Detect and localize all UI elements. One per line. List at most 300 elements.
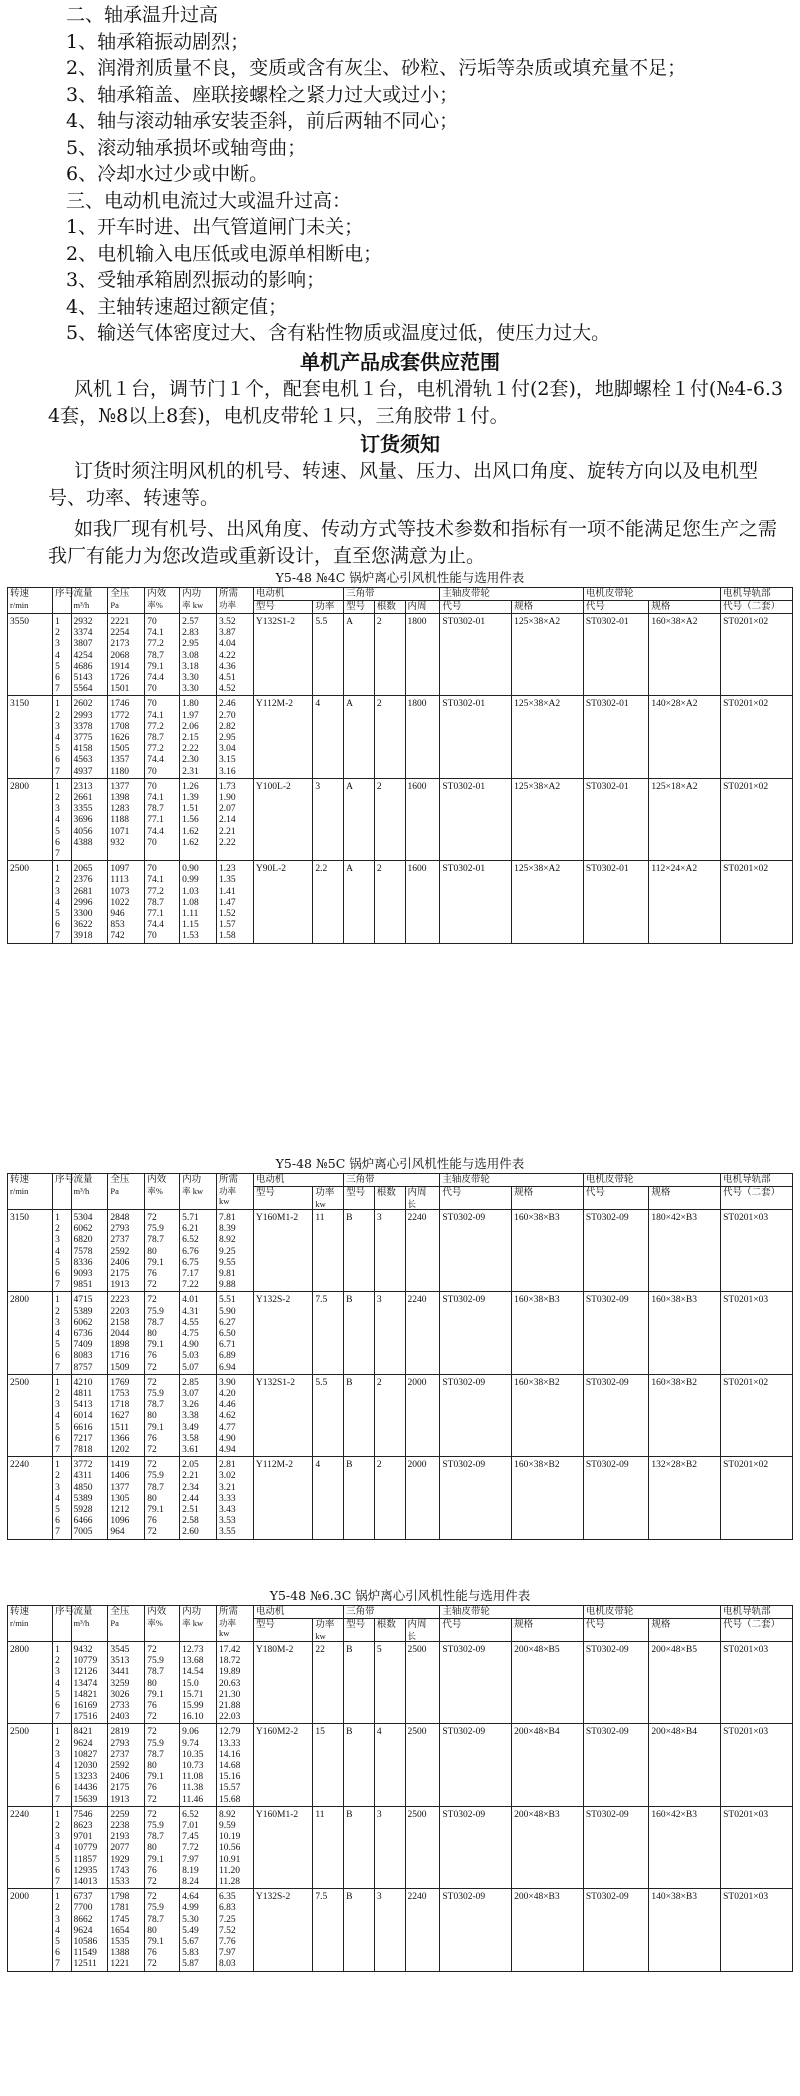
eff-value: 74.4 xyxy=(147,920,164,931)
pressure-cell xyxy=(108,1724,145,1806)
eff-value: 78.7 xyxy=(147,1317,164,1328)
eff-cell xyxy=(145,696,180,778)
seq-value: 7 xyxy=(55,684,60,695)
mp-code-cell: ST0302-09 xyxy=(583,1806,649,1888)
rpow-value: 2.22 xyxy=(219,837,236,848)
eff-value: 79.1 xyxy=(147,1505,164,1516)
rpow-value: 6.71 xyxy=(219,1340,236,1351)
belt-count-cell: 3 xyxy=(374,1889,405,1971)
flow-value: 3775 xyxy=(73,733,93,744)
seq-value: 2 xyxy=(55,793,60,804)
eff-value: 78.7 xyxy=(147,733,164,744)
rpow-value: 3.52 xyxy=(219,617,236,627)
ipow-cell xyxy=(180,1210,217,1292)
mp-code-cell: ST0302-09 xyxy=(583,1642,649,1724)
col-internal-power: 内功 率 kw xyxy=(180,1606,217,1642)
rpow-value: 3.02 xyxy=(219,1471,236,1482)
ipow-value: 5.07 xyxy=(182,1362,199,1373)
rpow-cell xyxy=(217,1642,254,1724)
belt-model-cell: A xyxy=(344,861,375,943)
col-mp-spec: 规格 xyxy=(649,1187,721,1210)
mp-code-cell: ST0302-01 xyxy=(583,778,649,860)
col-belt-length: 内周 长 xyxy=(405,1619,440,1642)
col-belt: 三角带 xyxy=(344,1606,440,1619)
pressure-value: 1798 xyxy=(110,1892,130,1903)
rpow-value: 4.20 xyxy=(219,1389,236,1400)
ipow-cell xyxy=(180,1724,217,1806)
eff-value: 77.2 xyxy=(147,639,164,650)
belt-count-cell: 3 xyxy=(374,1210,405,1292)
rpow-value: 18.72 xyxy=(219,1656,241,1667)
pressure-value: 1716 xyxy=(110,1351,130,1362)
flow-value: 3807 xyxy=(73,639,93,650)
flow-value: 9851 xyxy=(73,1280,93,1291)
mp-code-cell: ST0302-01 xyxy=(583,696,649,778)
mp-code-cell: ST0302-09 xyxy=(583,1210,649,1292)
col-main-code: 代号 xyxy=(440,601,512,614)
seq-cell xyxy=(53,1210,71,1292)
table-row xyxy=(8,614,793,696)
flow-value: 3355 xyxy=(73,804,93,815)
eff-value: 79.1 xyxy=(147,1854,164,1865)
col-mp-spec: 规格 xyxy=(649,1619,721,1642)
ipow-value: 2.34 xyxy=(182,1482,199,1493)
eff-value: 80 xyxy=(147,1761,157,1772)
speed-cell: 2500 xyxy=(8,1724,53,1806)
flow-value: 4715 xyxy=(73,1295,93,1306)
rpow-value: 3.43 xyxy=(219,1505,236,1516)
rpow-value: 3.04 xyxy=(219,744,236,755)
main-code-cell: ST0302-09 xyxy=(440,1889,512,1971)
ipow-value: 11.38 xyxy=(182,1783,204,1794)
pressure-value: 2223 xyxy=(110,1295,130,1306)
pressure-value: 1781 xyxy=(110,1903,130,1914)
ipow-cell xyxy=(180,696,217,778)
ipow-value: 2.22 xyxy=(182,744,199,755)
belt-count-cell: 2 xyxy=(374,1457,405,1539)
seq-value: 5 xyxy=(55,1937,60,1948)
pressure-value: 2077 xyxy=(110,1843,130,1854)
rpow-cell xyxy=(217,1457,254,1539)
section-2-item: 6、冷却水过少或中断。 xyxy=(66,163,269,185)
col-rail-code: 代号（二套） xyxy=(721,1619,793,1642)
flow-value: 2065 xyxy=(73,864,93,875)
rpow-cell xyxy=(217,1374,254,1456)
col-internal-power: 内功 率 kw xyxy=(180,588,217,614)
ipow-value: 2.60 xyxy=(182,1527,199,1538)
flow-value: 7700 xyxy=(73,1903,93,1914)
seq-cell xyxy=(53,1292,71,1374)
ipow-value: 2.15 xyxy=(182,733,199,744)
pressure-value: 932 xyxy=(110,837,125,848)
pressure-value: 2592 xyxy=(110,1761,130,1772)
pressure-value: 1772 xyxy=(110,710,130,721)
main-code-cell: ST0302-09 xyxy=(440,1457,512,1539)
flow-value: 4937 xyxy=(73,766,93,777)
col-flow: 流量 m³/h xyxy=(71,1174,108,1210)
pressure-value: 1654 xyxy=(110,1925,130,1936)
section-3-item: 2、电机输入电压低或电源单相断电； xyxy=(66,242,383,265)
flow-value: 15639 xyxy=(73,1794,98,1805)
rpow-value: 21.30 xyxy=(219,1689,241,1700)
seq-value: 6 xyxy=(55,1351,60,1362)
pressure-value: 1743 xyxy=(110,1865,130,1876)
pressure-value: 1745 xyxy=(110,1914,130,1925)
belt-length-cell: 2500 xyxy=(405,1806,440,1888)
seq-cell xyxy=(53,1724,71,1806)
table-header xyxy=(8,588,793,614)
main-spec-cell: 200×48×B3 xyxy=(512,1806,584,1888)
ipow-value: 5.49 xyxy=(182,1925,199,1936)
ipow-value: 0.99 xyxy=(182,875,199,886)
flow-value: 2932 xyxy=(73,617,93,627)
flow-value: 4850 xyxy=(73,1482,93,1493)
seq-value: 2 xyxy=(55,628,60,639)
rpow-value: 1.90 xyxy=(219,793,236,804)
pressure-value: 1377 xyxy=(110,781,130,792)
pressure-value: 1929 xyxy=(110,1854,130,1865)
pressure-value: 1113 xyxy=(110,875,129,886)
eff-value: 75.9 xyxy=(147,1821,164,1832)
col-motor-power: 功率 kw xyxy=(313,1619,344,1642)
seq-cell xyxy=(53,696,71,778)
rpow-value: 9.59 xyxy=(219,1821,236,1832)
pressure-value: 3441 xyxy=(110,1667,130,1678)
pressure-value: 2173 xyxy=(110,639,130,650)
main-spec-cell: 125×38×A2 xyxy=(512,614,584,696)
col-belt-length: 内周 长 xyxy=(405,1187,440,1210)
rpow-cell xyxy=(217,1724,254,1806)
col-rail-code: 代号（二套） xyxy=(721,1187,793,1210)
eff-value: 72 xyxy=(147,1794,157,1805)
col-speed: 转速 r/min xyxy=(8,1174,53,1210)
rpow-value: 9.55 xyxy=(219,1257,236,1268)
seq-value: 3 xyxy=(55,1667,60,1678)
eff-cell xyxy=(145,1724,180,1806)
rpow-value: 4.62 xyxy=(219,1411,236,1422)
seq-value: 6 xyxy=(55,1433,60,1444)
eff-value: 77.2 xyxy=(147,721,164,732)
rail-code-cell: ST0201×03 xyxy=(721,1724,793,1806)
section-2-item: 4、轴与滚动轴承安装歪斜，前后两轴不同心； xyxy=(66,110,459,132)
rpow-value: 2.21 xyxy=(219,826,236,837)
belt-count-cell: 2 xyxy=(374,861,405,943)
col-internal-power: 内功 率 kw xyxy=(180,1174,217,1210)
rpow-value: 4.36 xyxy=(219,661,236,672)
rpow-value: 1.35 xyxy=(219,875,236,886)
col-main-code: 代号 xyxy=(440,1187,512,1210)
flow-value: 4686 xyxy=(73,661,93,672)
col-mp-code: 代号 xyxy=(583,1619,649,1642)
seq-value: 2 xyxy=(55,1306,60,1317)
eff-cell xyxy=(145,1292,180,1374)
main-spec-cell: 160×38×B2 xyxy=(512,1457,584,1539)
rail-code-cell: ST0201×02 xyxy=(721,1457,793,1539)
flow-value: 8662 xyxy=(73,1914,93,1925)
table-row xyxy=(8,1374,793,1456)
col-flow: 流量 m³/h xyxy=(71,1606,108,1642)
seq-value: 3 xyxy=(55,886,60,897)
flow-value: 7578 xyxy=(73,1246,93,1257)
seq-value: 6 xyxy=(55,1516,60,1527)
pressure-value: 2238 xyxy=(110,1821,130,1832)
col-main-pulley: 主轴皮带轮 xyxy=(440,1174,583,1187)
ipow-value: 2.05 xyxy=(182,1460,199,1471)
eff-value: 72 xyxy=(147,1460,157,1471)
eff-value: 75.9 xyxy=(147,1656,164,1667)
flow-value: 4563 xyxy=(73,755,93,766)
ipow-value: 14.54 xyxy=(182,1667,204,1678)
seq-value: 3 xyxy=(55,1914,60,1925)
rpow-value: 1.57 xyxy=(219,920,236,931)
rpow-value: 2.14 xyxy=(219,815,236,826)
mp-spec-cell: 112×24×A2 xyxy=(649,861,721,943)
seq-value: 7 xyxy=(55,931,60,942)
ipow-value: 15.71 xyxy=(182,1689,204,1700)
ipow-value: 6.76 xyxy=(182,1246,199,1257)
seq-value: 2 xyxy=(55,875,60,886)
eff-value: 70 xyxy=(147,699,157,710)
flow-cell xyxy=(71,1292,108,1374)
flow-cell xyxy=(71,696,108,778)
ipow-cell xyxy=(180,1457,217,1539)
pressure-value: 1626 xyxy=(110,733,130,744)
seq-value: 6 xyxy=(55,1783,60,1794)
seq-value: 3 xyxy=(55,1482,60,1493)
ipow-value: 1.56 xyxy=(182,815,199,826)
seq-value: 6 xyxy=(55,673,60,684)
order-paragraph: 订货时须注明风机的机号、转速、风量、压力、出风口角度、旋转方向以及电机型号、功率、转速等。 xyxy=(48,460,759,509)
rail-code-cell: ST0201×02 xyxy=(721,778,793,860)
belt-count-cell: 5 xyxy=(374,1642,405,1724)
flow-value: 5389 xyxy=(73,1306,93,1317)
mp-code-cell: ST0302-09 xyxy=(583,1724,649,1806)
flow-value: 16169 xyxy=(73,1701,98,1712)
seq-cell xyxy=(53,1806,71,1888)
flow-cell xyxy=(71,1806,108,1888)
col-belt-length: 内周 xyxy=(405,601,440,614)
section-2-item: 2、润滑剂质量不良，变质或含有灰尘、砂粒、污垢等杂质或填充量不足； xyxy=(66,57,687,79)
eff-value: 72 xyxy=(147,1213,157,1223)
pressure-value: 1357 xyxy=(110,755,130,766)
seq-value: 6 xyxy=(55,837,60,848)
ipow-value: 3.30 xyxy=(182,684,199,695)
ipow-value: 5.30 xyxy=(182,1914,199,1925)
pressure-value: 1505 xyxy=(110,744,130,755)
ipow-value: 4.64 xyxy=(182,1892,199,1903)
col-required-power: 所需 功率 kw xyxy=(217,1174,254,1210)
seq-value: 3 xyxy=(55,1400,60,1411)
motor-model-cell: Y112M-2 xyxy=(253,696,312,778)
seq-value: 1 xyxy=(55,1213,60,1223)
ipow-value: 2.51 xyxy=(182,1505,199,1516)
mp-spec-cell: 140×28×A2 xyxy=(649,696,721,778)
ipow-value: 6.75 xyxy=(182,1257,199,1268)
table-row xyxy=(8,1292,793,1374)
ipow-value: 7.45 xyxy=(182,1832,199,1843)
table-header xyxy=(8,1606,793,1642)
rpow-value: 4.77 xyxy=(219,1422,236,1433)
performance-table xyxy=(7,587,793,944)
ipow-value: 3.18 xyxy=(182,661,199,672)
rail-code-cell: ST0201×02 xyxy=(721,614,793,696)
rpow-value: 3.53 xyxy=(219,1516,236,1527)
pressure-value: 2737 xyxy=(110,1235,130,1246)
flow-value: 6062 xyxy=(73,1317,93,1328)
col-main-pulley: 主轴皮带轮 xyxy=(440,1606,583,1619)
flow-value: 4811 xyxy=(73,1389,93,1400)
rpow-value: 20.63 xyxy=(219,1678,241,1689)
flow-value: 7409 xyxy=(73,1340,93,1351)
main-spec-cell: 125×38×A2 xyxy=(512,861,584,943)
flow-value: 12126 xyxy=(73,1667,98,1678)
rpow-value: 8.92 xyxy=(219,1809,236,1820)
table-row xyxy=(8,696,793,778)
eff-value: 70 xyxy=(147,781,157,792)
rpow-value: 2.70 xyxy=(219,710,236,721)
col-belt-model: 型号 xyxy=(344,1187,375,1210)
eff-value: 70 xyxy=(147,837,157,848)
rpow-cell xyxy=(217,614,254,696)
section-2-item: 3、轴承箱盖、座联接螺栓之紧力过大或过小； xyxy=(66,83,459,106)
supply-paragraph: 风机１台，调节门１个，配套电机１台，电机滑轨１付(2套)，地脚螺栓１付(№4-6.3 4套，№8以上8套)，电机皮带轮１只，三角胶带１付。 xyxy=(48,378,784,427)
col-rail: 电机导轨部 xyxy=(721,588,793,601)
col-motor-model: 型号 xyxy=(253,1187,312,1210)
ipow-cell xyxy=(180,1889,217,1971)
belt-length-cell: 1600 xyxy=(405,861,440,943)
seq-value: 5 xyxy=(55,1340,60,1351)
speed-cell: 2800 xyxy=(8,1642,53,1724)
seq-value: 5 xyxy=(55,1772,60,1783)
pressure-value: 1202 xyxy=(110,1445,130,1456)
motor-model-cell: Y100L-2 xyxy=(253,778,312,860)
rpow-value: 3.87 xyxy=(219,628,236,639)
flow-value: 8336 xyxy=(73,1257,93,1268)
table-row xyxy=(8,861,793,943)
seq-value: 4 xyxy=(55,815,60,826)
pressure-value: 1913 xyxy=(110,1280,130,1291)
col-main-spec: 规格 xyxy=(512,1619,584,1642)
rpow-value: 19.89 xyxy=(219,1667,241,1678)
eff-value: 74.1 xyxy=(147,628,164,639)
rpow-value: 11.28 xyxy=(219,1877,241,1888)
col-belt: 三角带 xyxy=(344,588,440,601)
motor-power-cell: 2.2 xyxy=(313,861,344,943)
section-3-item: 3、受轴承箱剧烈振动的影响； xyxy=(66,269,326,291)
seq-value: 7 xyxy=(55,1794,60,1805)
flow-value: 8421 xyxy=(73,1727,93,1738)
seq-value: 2 xyxy=(55,1471,60,1482)
col-pressure: 全压 Pa xyxy=(108,588,145,614)
main-code-cell: ST0302-09 xyxy=(440,1724,512,1806)
ipow-value: 5.87 xyxy=(182,1959,199,1970)
eff-value: 75.9 xyxy=(147,1389,164,1400)
flow-value: 10586 xyxy=(73,1937,98,1948)
col-main-spec: 规格 xyxy=(512,601,584,614)
col-rail: 电机导轨部 xyxy=(721,1606,793,1619)
ipow-cell xyxy=(180,778,217,860)
seq-value: 3 xyxy=(55,639,60,650)
seq-value: 2 xyxy=(55,710,60,721)
flow-value: 10779 xyxy=(73,1843,98,1854)
mp-spec-cell: 125×18×A2 xyxy=(649,778,721,860)
seq-value: 2 xyxy=(55,1738,60,1749)
rpow-cell xyxy=(217,696,254,778)
flow-value: 7546 xyxy=(73,1809,93,1820)
rpow-cell xyxy=(217,1210,254,1292)
rpow-value: 15.68 xyxy=(219,1794,241,1805)
rpow-value: 12.79 xyxy=(219,1727,241,1738)
pressure-value: 1509 xyxy=(110,1362,130,1373)
flow-value: 5143 xyxy=(73,673,93,684)
ipow-value: 1.11 xyxy=(182,909,199,920)
col-belt-model: 型号 xyxy=(344,601,375,614)
pressure-cell xyxy=(108,1642,145,1724)
flow-value: 6466 xyxy=(73,1516,93,1527)
seq-value: 1 xyxy=(55,1645,60,1655)
rpow-cell xyxy=(217,778,254,860)
table-body xyxy=(8,1642,793,1972)
main-spec-cell: 125×38×A2 xyxy=(512,696,584,778)
col-belt-count: 根数 xyxy=(374,1187,405,1210)
seq-value: 3 xyxy=(55,1235,60,1246)
flow-value: 6014 xyxy=(73,1411,93,1422)
motor-model-cell: Y160M1-2 xyxy=(253,1210,312,1292)
pressure-cell xyxy=(108,696,145,778)
col-belt: 三角带 xyxy=(344,1174,440,1187)
pressure-value: 1913 xyxy=(110,1794,130,1805)
col-belt-count: 根数 xyxy=(374,601,405,614)
eff-value: 70 xyxy=(147,766,157,777)
rpow-value: 21.88 xyxy=(219,1701,241,1712)
seq-value: 1 xyxy=(55,1809,60,1820)
rpow-cell xyxy=(217,1292,254,1374)
eff-value: 79.1 xyxy=(147,1937,164,1948)
mp-code-cell: ST0302-09 xyxy=(583,1374,649,1456)
seq-value: 5 xyxy=(55,744,60,755)
seq-value: 2 xyxy=(55,1821,60,1832)
pressure-cell xyxy=(108,1457,145,1539)
flow-value: 14013 xyxy=(73,1877,98,1888)
ipow-value: 6.52 xyxy=(182,1809,199,1820)
mp-code-cell: ST0302-01 xyxy=(583,861,649,943)
main-code-cell: ST0302-09 xyxy=(440,1374,512,1456)
ipow-value: 13.68 xyxy=(182,1656,204,1667)
mp-spec-cell: 160×38×B3 xyxy=(649,1292,721,1374)
seq-value: 7 xyxy=(55,1527,60,1538)
rpow-value: 2.82 xyxy=(219,721,236,732)
rpow-cell xyxy=(217,1806,254,1888)
flow-value: 7818 xyxy=(73,1445,93,1456)
flow-cell xyxy=(71,778,108,860)
pressure-value: 2193 xyxy=(110,1832,130,1843)
belt-count-cell: 2 xyxy=(374,696,405,778)
eff-value: 72 xyxy=(147,1809,157,1820)
col-belt-count: 根数 xyxy=(374,1619,405,1642)
rpow-value: 4.52 xyxy=(219,684,236,695)
table-row xyxy=(8,1457,793,1539)
pressure-value: 1511 xyxy=(110,1422,130,1433)
pressure-value: 1283 xyxy=(110,804,130,815)
rpow-value: 11.20 xyxy=(219,1865,241,1876)
col-belt-model: 型号 xyxy=(344,1619,375,1642)
mp-spec-cell: 140×38×B3 xyxy=(649,1889,721,1971)
order-paragraph: 如我厂现有机号、出风角度、传动方式等技术参数和指标有一项不能满足您生产之需我厂有能力为您改造或重新设计，直至您满意为止。 xyxy=(48,518,778,567)
seq-value: 7 xyxy=(55,849,60,860)
flow-value: 7217 xyxy=(73,1433,93,1444)
motor-model-cell: Y132S1-2 xyxy=(253,1374,312,1456)
eff-value: 74.1 xyxy=(147,710,164,721)
